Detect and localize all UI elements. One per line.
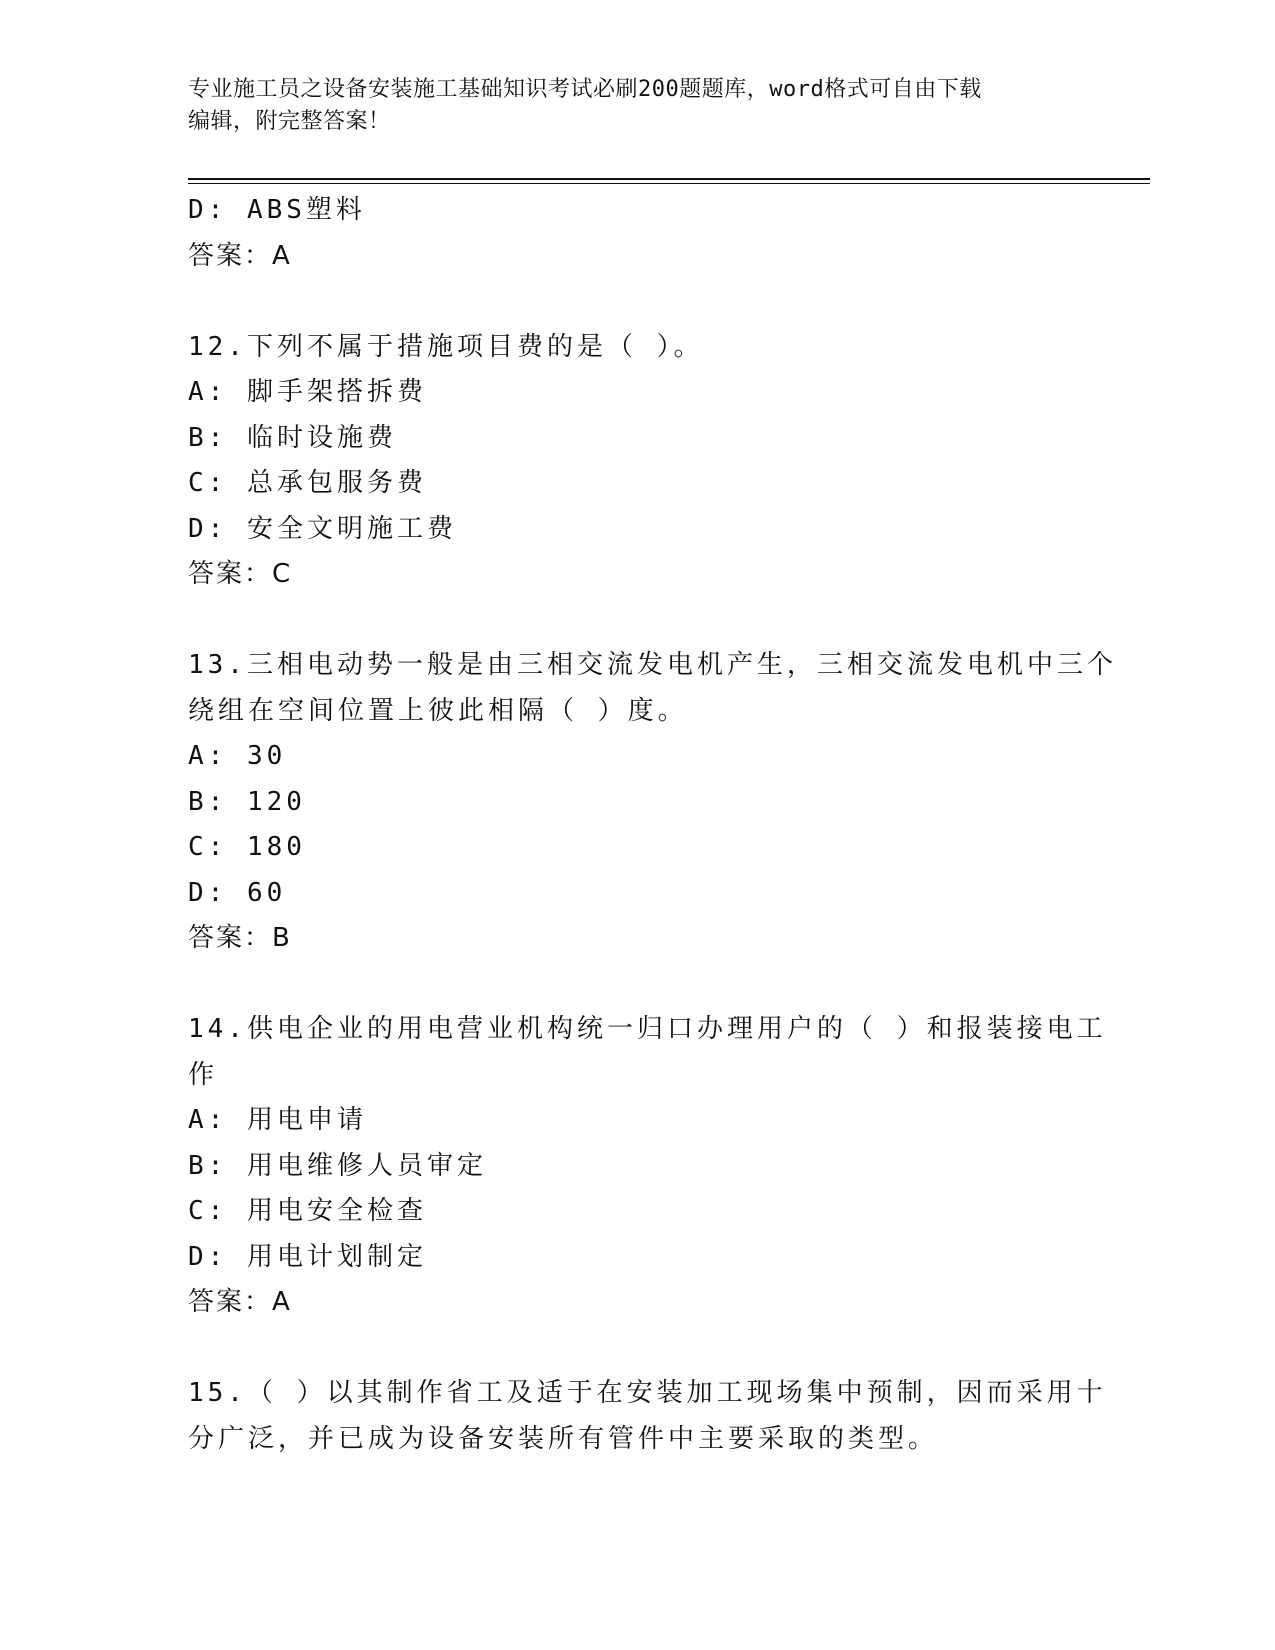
header-title-line-2: 编辑，附完整答案！ — [188, 109, 391, 134]
option-b: B: 临时设施费 — [188, 422, 397, 453]
answer-line: 答案：B — [188, 923, 292, 953]
option-a: A: 30 — [188, 741, 287, 771]
question-text-line-1: 14.供电企业的用电营业机构统一归口办理用户的（ ）和报装接电工 — [188, 1014, 1107, 1044]
question-13 — [188, 643, 1117, 962]
question-text: 12.下列不属于措施项目费的是（ ）。 — [188, 331, 704, 362]
option-d: D: ABS塑料 — [188, 195, 366, 225]
question-text-line-2: 绕组在空间位置上彼此相隔（ ）度。 — [188, 695, 688, 726]
option-c: C: 总承包服务费 — [188, 468, 427, 498]
option-d: D: 用电计划制定 — [188, 1241, 427, 1272]
question-11-tail — [188, 188, 1088, 279]
header-title-line-1: 专业施工员之设备安装施工基础知识考试必刷200题题库，word格式可自由下载 — [188, 77, 982, 102]
answer-line: 答案：A — [188, 1287, 292, 1317]
option-b: B: 120 — [188, 786, 306, 817]
answer-line: 答案：C — [188, 559, 293, 589]
option-b: B: 用电维修人员审定 — [188, 1150, 487, 1181]
option-d: D: 安全文明施工费 — [188, 513, 457, 544]
spacer — [188, 1326, 1088, 1372]
header-divider-thick — [188, 178, 1150, 180]
option-a: A: 用电申请 — [188, 1105, 367, 1135]
question-12 — [188, 325, 1088, 598]
option-d: D: 60 — [188, 877, 287, 908]
answer-line: 答案：A — [188, 240, 292, 271]
option-a: A: 脚手架搭拆费 — [188, 377, 427, 407]
question-list — [188, 188, 1117, 1462]
question-text-line-1: 15.（ ）以其制作省工及适于在安装加工现场集中预制，因而采用十 — [188, 1378, 1107, 1408]
question-text-line-2: 作 — [188, 1059, 219, 1090]
question-text-line-2: 分广泛，并已成为设备安装所有管件中主要采取的类型。 — [188, 1423, 939, 1454]
option-c: C: 180 — [188, 832, 306, 862]
spacer — [188, 279, 1088, 325]
question-15 — [188, 1371, 1107, 1462]
question-text-line-1: 13.三相电动势一般是由三相交流发电机产生，三相交流发电机中三个 — [188, 650, 1117, 680]
question-14 — [188, 1007, 1107, 1326]
option-c: C: 用电安全检查 — [188, 1196, 427, 1226]
document-header — [188, 74, 1068, 138]
header-divider-thin — [188, 183, 1150, 184]
spacer — [188, 962, 1088, 1008]
spacer — [188, 598, 1088, 644]
